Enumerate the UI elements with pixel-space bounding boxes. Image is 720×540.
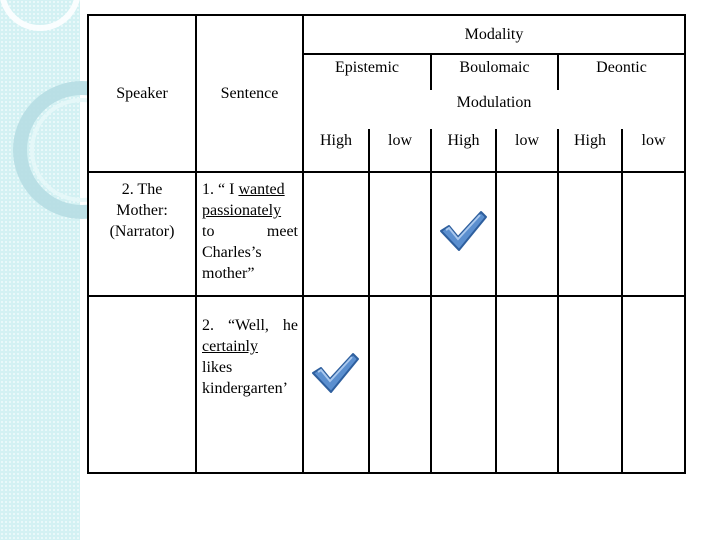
- cell-deontic-low: [622, 296, 685, 473]
- sentence-line: 2. “Well, he: [202, 317, 298, 334]
- cell-epistemic-high: [303, 296, 369, 473]
- checkmark-icon: [438, 209, 488, 253]
- cell-deontic-high: [558, 172, 622, 296]
- speaker-line: Mother:: [116, 202, 168, 219]
- speaker-line: (Narrator): [109, 223, 175, 240]
- ring-top: [2, 0, 78, 28]
- cell-boulomaic-high: [431, 296, 496, 473]
- cell-epistemic-low: [369, 296, 431, 473]
- sentence-cell: [196, 296, 303, 473]
- deontic-header: Deontic: [558, 54, 685, 90]
- speaker-cell: [88, 172, 196, 296]
- modality-table: [87, 14, 686, 474]
- modality-header: Modality: [303, 15, 685, 54]
- level-boulomaic-high: High: [431, 129, 496, 172]
- cell-boulomaic-high: [431, 172, 496, 296]
- speaker-line: 2. The: [121, 181, 163, 198]
- level-epistemic-high: High: [303, 129, 369, 172]
- sentence-line: likes: [202, 359, 233, 376]
- cell-epistemic-low: [369, 172, 431, 296]
- epistemic-header: Epistemic: [303, 54, 431, 90]
- cell-deontic-low: [622, 172, 685, 296]
- sentence-line: to meet: [202, 223, 298, 240]
- speaker-header: Speaker: [88, 15, 196, 172]
- speaker-cell: [88, 296, 196, 473]
- cell-deontic-high: [558, 296, 622, 473]
- sentence-line: 1. “ I wanted: [202, 181, 285, 198]
- level-epistemic-low: low: [369, 129, 431, 172]
- level-boulomaic-low: low: [496, 129, 558, 172]
- cell-epistemic-high: [303, 172, 369, 296]
- modulation-header: Modulation: [303, 90, 685, 129]
- level-deontic-high: High: [558, 129, 622, 172]
- boulomaic-header: Boulomaic: [431, 54, 558, 90]
- cell-boulomaic-low: [496, 296, 558, 473]
- cell-boulomaic-low: [496, 172, 558, 296]
- sentence-line: mother”: [202, 265, 255, 282]
- checkmark-icon: [310, 351, 360, 395]
- sentence-line: certainly: [202, 338, 258, 355]
- sentence-line: Charles’s: [202, 244, 262, 261]
- sentence-cell: [196, 172, 303, 296]
- level-deontic-low: low: [622, 129, 685, 172]
- sentence-header: Sentence: [196, 15, 303, 172]
- sentence-line: kindergarten’: [202, 380, 288, 397]
- sentence-line: passionately: [202, 202, 282, 219]
